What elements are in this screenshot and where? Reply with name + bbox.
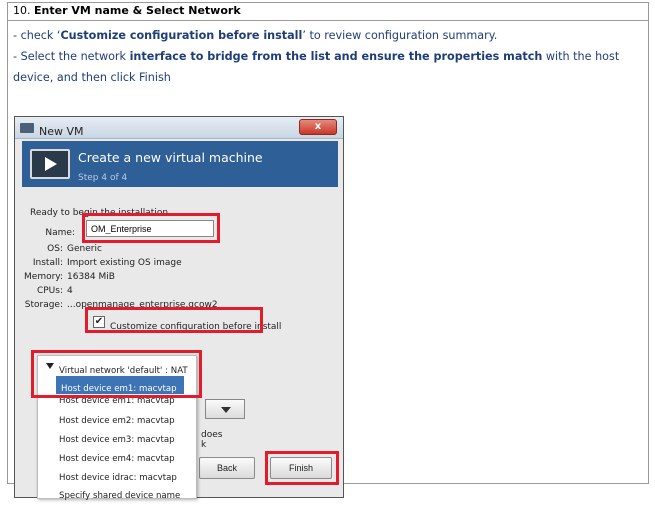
os-label: OS: [47,244,63,254]
highlight-customize-box [85,307,263,333]
wizard-banner [22,141,338,187]
customize-checkbox[interactable]: ✔ [94,316,104,327]
finish-button[interactable]: Finish [270,457,332,479]
instruction-text: - Select the network [13,50,130,63]
network-option[interactable]: Host device em2: macvtap [59,416,175,426]
instruction-line-1 [13,25,643,46]
document-table [7,2,649,501]
window-titlebar [15,117,343,139]
network-option[interactable]: Virtual network 'default' : NAT [59,366,188,376]
os-value: Generic [67,244,102,254]
obscured-text-2: k [201,440,207,450]
network-option[interactable]: Host device em1: macvtap [59,396,175,406]
obscured-text-1: does [201,430,223,440]
step-heading [8,3,648,21]
instruction-text: with the host device, and then click Finish [13,50,620,84]
install-label: Install: [32,258,63,268]
storage-label: Storage: [24,300,63,310]
step-number: 10. [13,4,31,17]
instruction-text: ’ to review configuration summary. [302,29,498,42]
network-option[interactable]: Host device em4: macvtap [59,454,175,464]
customize-label[interactable]: Customize configuration before install [110,322,282,332]
banner-step: Step 4 of 4 [78,173,128,183]
step-title: Enter VM name & Select Network [34,4,241,17]
back-button[interactable]: Back [199,457,255,479]
ready-text: Ready to begin the installation [30,208,169,218]
instruction-emphasis: Customize configuration before install [60,29,303,42]
instruction-cell [8,21,648,501]
instruction-emphasis: interface to bridge from the list and ensure the properties match [129,50,543,63]
cpus-value: 4 [67,286,73,296]
monitor-play-icon [30,149,70,179]
banner-title: Create a new virtual machine [78,150,263,165]
cpus-label: CPUs: [36,286,63,296]
network-dropdown-button[interactable] [205,399,245,419]
highlight-finish-box [265,451,339,485]
instruction-line-2 [13,46,643,88]
virt-manager-icon [20,123,34,133]
highlight-name-box [82,213,220,243]
network-option[interactable]: Host device idrac: macvtap [59,473,177,483]
instruction-text: - check ‘ [13,29,61,42]
install-value: Import existing OS image [67,258,182,268]
memory-value: 16384 MiB [67,272,115,282]
highlight-network-box [31,350,202,398]
close-button[interactable]: x [299,119,337,135]
network-option[interactable]: Specify shared device name [59,491,181,501]
memory-label: Memory: [24,272,63,282]
chevron-down-icon [221,407,231,413]
network-option-selected[interactable]: Host device em1: macvtap [56,376,184,394]
network-option[interactable]: Host device em3: macvtap [59,435,175,445]
new-vm-dialog-screenshot [14,116,344,501]
name-label: Name: [45,228,75,238]
window-title: New VM [39,125,84,138]
storage-value: ...openmanage_enterprise.qcow2 [67,300,218,310]
